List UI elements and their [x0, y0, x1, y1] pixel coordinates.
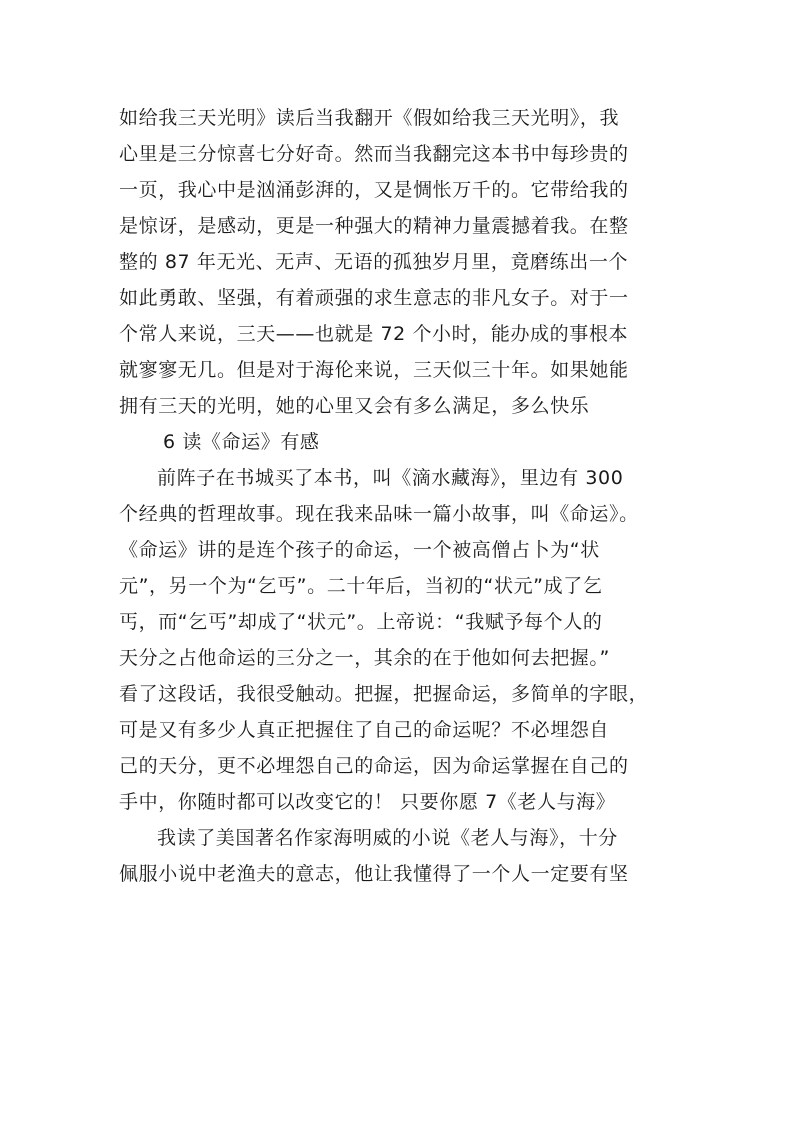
document-body: [119, 100, 679, 892]
text-line: 《命运》讲的是连个孩子的命运，一个被高僧占卜为“状: [119, 539, 600, 561]
text-line: 心里是三分惊喜七分好奇。然而当我翻完这本书中每珍贵的: [119, 143, 629, 165]
text-line: 就寥寥无几。但是对于海伦来说，三天似三十年。如果她能: [119, 359, 629, 381]
text-line: 个经典的哲理故事。现在我来品味一篇小故事，叫《命运》。: [119, 503, 639, 525]
text-line: 一页，我心中是汹涌彭湃的，又是惆怅万千的。它带给我的: [119, 179, 629, 201]
text-line: 己的天分，更不必埋怨自己的命运，因为命运掌握在自己的: [119, 755, 629, 777]
text-line: 手中，你随时都可以改变它的！ 只要你愿 7《老人与海》: [119, 791, 616, 813]
text-line: 天分之占他命运的三分之一，其余的在于他如何去把握。”: [119, 647, 610, 669]
text-line: 看了这段话，我很受触动。把握，把握命运，多简单的字眼，: [119, 683, 649, 705]
text-line: 我读了美国著名作家海明威的小说《老人与海》，十分: [157, 827, 618, 849]
text-line: 整的 87 年无光、无声、无语的孤独岁月里，竟磨练出一个: [119, 251, 629, 273]
text-line: 个常人来说，三天——也就是 72 个小时，能办成的事根本: [119, 323, 629, 345]
text-line: 拥有三天的光明，她的心里又会有多么满足，多么快乐: [119, 395, 590, 417]
text-line: 丐，而“乞丐”却成了“状元”。上帝说：“我赋予每个人的: [119, 611, 603, 633]
text-line: 如给我三天光明》读后当我翻开《假如给我三天光明》，我: [119, 107, 620, 129]
text-line: 元”，另一个为“乞丐”。二十年后，当初的“状元”成了乞: [119, 575, 603, 597]
text-line: 是惊讶，是感动，更是一种强大的精神力量震撼着我。在整: [119, 215, 629, 237]
section-heading: 6 读《命运》有感: [163, 431, 320, 453]
text-line: 前阵子在书城买了本书，叫《滴水藏海》，里边有 300: [157, 467, 624, 489]
text-line: 可是又有多少人真正把握住了自己的命运呢？不必埋怨自: [119, 719, 610, 741]
text-line: 佩服小说中老渔夫的意志，他让我懂得了一个人一定要有坚: [119, 863, 629, 885]
text-line: 如此勇敢、坚强，有着顽强的求生意志的非凡女子。对于一: [119, 287, 629, 309]
